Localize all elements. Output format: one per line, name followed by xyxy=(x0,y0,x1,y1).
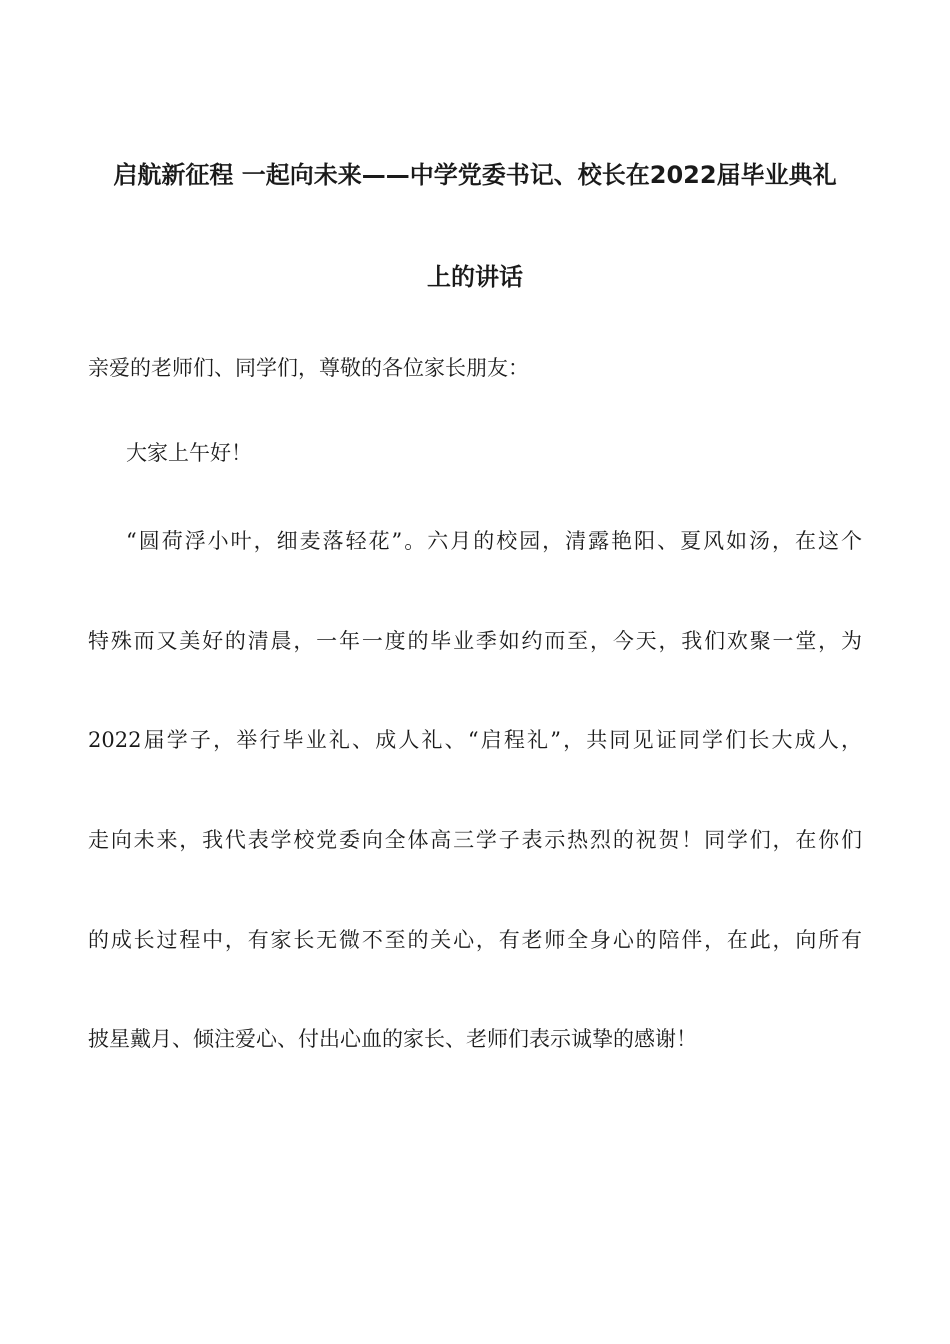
paragraph-line-2: 特殊而又美好的清晨，一年一度的毕业季如约而至，今天，我们欢聚一堂，为 xyxy=(88,629,862,653)
document-title-line-2: 上的讲话 xyxy=(427,263,523,291)
paragraph-line-6: 披星戴月、倾注爱心、付出心血的家长、老师们表示诚挚的感谢！ xyxy=(88,1027,697,1051)
document-title-line-1: 启航新征程 一起向未来——中学党委书记、校长在2022届毕业典礼 xyxy=(113,161,837,189)
paragraph-line-3: 2022届学子，举行毕业礼、成人礼、“启程礼”，共同见证同学们长大成人， xyxy=(88,728,862,752)
greeting: 大家上午好！ xyxy=(126,441,252,465)
paragraph-line-1: “圆荷浮小叶，细麦落轻花”。六月的校园，清露艳阳、夏风如汤，在这个 xyxy=(126,529,862,553)
salutation: 亲爱的老师们、同学们，尊敬的各位家长朋友： xyxy=(88,356,529,380)
paragraph-line-5: 的成长过程中，有家长无微不至的关心，有老师全身心的陪伴，在此，向所有 xyxy=(88,928,862,952)
paragraph-line-4: 走向未来，我代表学校党委向全体高三学子表示热烈的祝贺！同学们，在你们 xyxy=(88,828,862,852)
